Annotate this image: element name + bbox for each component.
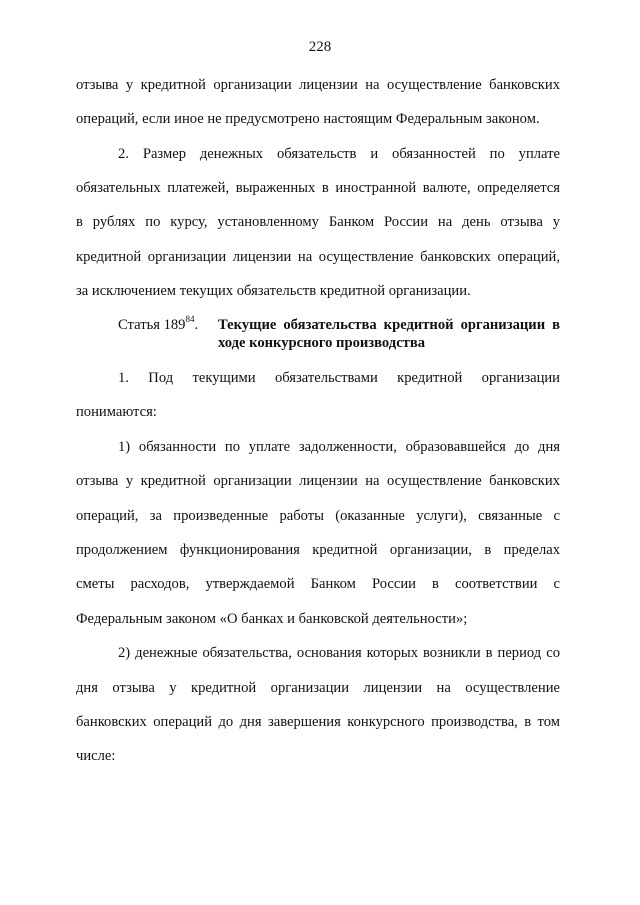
text-line: понимаются: (76, 404, 157, 420)
list-item-1-start: 1) обязанности по уплате задолженности, образовавшейся до дня (118, 439, 560, 455)
text-line: банковских операций до дня завершения конкурсного производства, в том (76, 714, 560, 730)
paragraph-2-start: 2. Размер денежных обязательств и обязанностей по уплате (118, 146, 560, 162)
article-label-text: Статья 189 (118, 317, 186, 333)
page-number: 228 (308, 39, 332, 55)
text-line: отзыва у кредитной организации лицензии на осуществление банковских (76, 77, 560, 93)
text-line: Федеральным законом «О банках и банковской деятельности»; (76, 611, 468, 627)
text-line: сметы расходов, утверждаемой Банком России в соответствии с (76, 576, 560, 592)
text-line: числе: (76, 748, 116, 764)
text-line: продолжением функционирования кредитной организации, в пределах (76, 542, 560, 558)
text-line: в рублях по курсу, установленному Банком России на день отзыва у (76, 214, 560, 230)
text-line: обязательных платежей, выраженных в иностранной валюте, определяется (76, 180, 560, 196)
text-line: дня отзыва у кредитной организации лицензии на осуществление (76, 680, 560, 696)
article-label-superscript: 84 (185, 314, 195, 325)
article-number (118, 316, 218, 334)
paragraph-1-start: 1. Под текущими обязательствами кредитной организации (118, 370, 560, 386)
article-title-line-1: Текущие обязательства кредитной организации в (218, 317, 560, 333)
list-item-2-start: 2) денежные обязательства, основания которых возникли в период со (118, 645, 560, 661)
article-label-suffix: . (194, 317, 199, 333)
text-line: операций, за произведенные работы (оказанные услуги), связанные с (76, 508, 560, 524)
article-title-line-2: ходе конкурсного производства (218, 335, 426, 351)
text-line: операций, если иное не предусмотрено настоящим Федеральным законом. (76, 111, 540, 127)
text-line: отзыва у кредитной организации лицензии на осуществление банковских (76, 473, 560, 489)
text-line: кредитной организации лицензии на осуществление банковских операций, (76, 249, 560, 265)
text-line: за исключением текущих обязательств кредитной организации. (76, 283, 471, 299)
